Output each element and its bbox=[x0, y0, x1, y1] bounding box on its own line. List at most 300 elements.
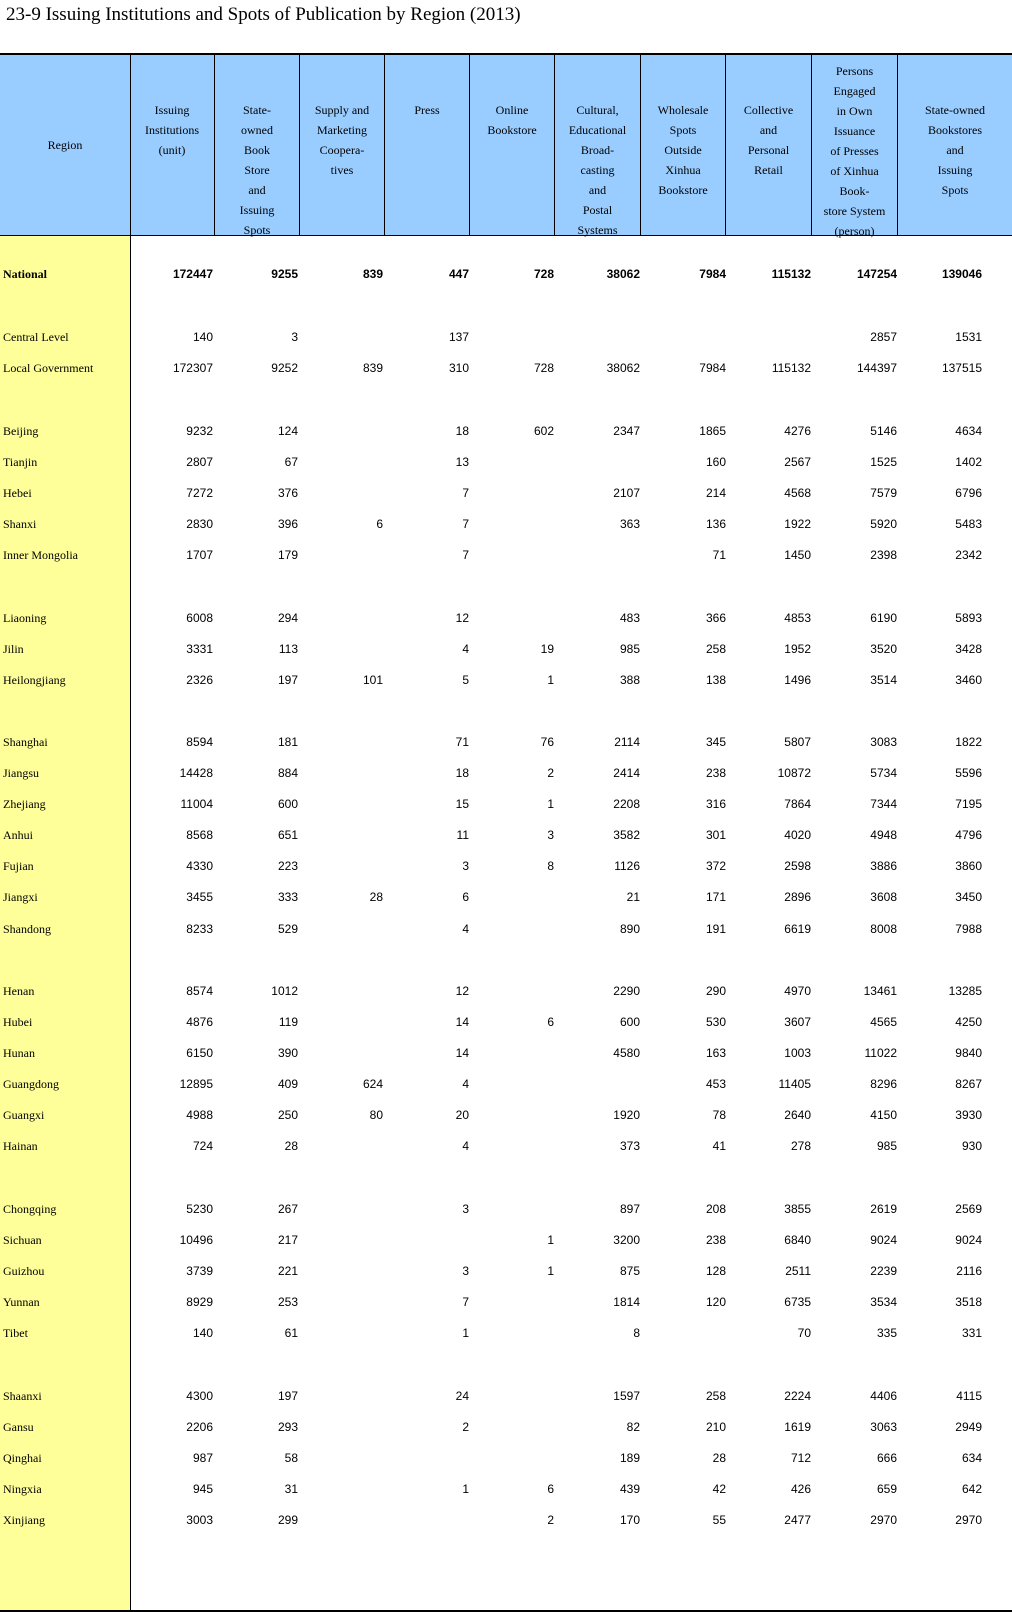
region-cell: Fujian bbox=[3, 859, 34, 873]
value-cell-collective: 278 bbox=[790, 1139, 811, 1153]
value-cell-persons: 13461 bbox=[863, 984, 897, 998]
value-cell-cultural: 439 bbox=[619, 1482, 640, 1496]
value-cell-state_bookstores: 2949 bbox=[955, 1420, 982, 1434]
value-cell-persons: 3608 bbox=[870, 890, 897, 904]
region-cell: Yunnan bbox=[3, 1295, 40, 1309]
column-header-wholesale: Wholesale Spots Outside Xinhua Bookstore bbox=[641, 55, 726, 235]
value-cell-persons: 3063 bbox=[870, 1420, 897, 1434]
value-cell-issuing: 2206 bbox=[186, 1420, 213, 1434]
value-cell-collective: 2477 bbox=[784, 1513, 811, 1527]
value-cell-persons: 144397 bbox=[856, 361, 897, 375]
region-cell: Henan bbox=[3, 984, 35, 998]
value-cell-wholesale: 138 bbox=[705, 673, 726, 687]
value-cell-wholesale: 28 bbox=[712, 1451, 726, 1465]
value-cell-issuing: 3003 bbox=[186, 1513, 213, 1527]
value-cell-state_bookstores: 6796 bbox=[955, 486, 982, 500]
value-cell-online: 1 bbox=[547, 797, 554, 811]
value-cell-collective: 4276 bbox=[784, 424, 811, 438]
region-cell: National bbox=[3, 267, 48, 281]
value-cell-state_bookstores: 3428 bbox=[955, 642, 982, 656]
value-cell-collective: 2640 bbox=[784, 1108, 811, 1122]
value-cell-persons: 8008 bbox=[870, 922, 897, 936]
value-cell-state_owned: 197 bbox=[277, 1389, 298, 1403]
value-cell-collective: 5807 bbox=[784, 735, 811, 749]
value-cell-persons: 147254 bbox=[856, 267, 897, 281]
region-cell: Gansu bbox=[3, 1420, 34, 1434]
value-cell-cultural: 1597 bbox=[613, 1389, 640, 1403]
value-cell-cultural: 2347 bbox=[613, 424, 640, 438]
column-header-issuing: Issuing Institutions (unit) bbox=[130, 55, 215, 235]
value-cell-issuing: 724 bbox=[192, 1139, 213, 1153]
region-cell: Jiangsu bbox=[3, 766, 39, 780]
value-cell-wholesale: 530 bbox=[705, 1015, 726, 1029]
table-row bbox=[0, 856, 1012, 876]
region-cell: Sichuan bbox=[3, 1233, 42, 1247]
value-cell-cultural: 388 bbox=[619, 673, 640, 687]
region-cell: Heilongjiang bbox=[3, 673, 66, 687]
column-header-online: Online Bookstore bbox=[470, 55, 555, 235]
column-header-press: Press bbox=[385, 55, 470, 235]
value-cell-state_bookstores: 9024 bbox=[955, 1233, 982, 1247]
value-cell-press: 7 bbox=[462, 1295, 469, 1309]
value-cell-wholesale: 7984 bbox=[699, 267, 726, 281]
column-header-collective: Collective and Personal Retail bbox=[726, 55, 812, 235]
value-cell-issuing: 3739 bbox=[186, 1264, 213, 1278]
value-cell-persons: 4406 bbox=[870, 1389, 897, 1403]
value-cell-collective: 1496 bbox=[784, 673, 811, 687]
value-cell-state_bookstores: 5483 bbox=[955, 517, 982, 531]
value-cell-issuing: 140 bbox=[192, 330, 213, 344]
value-cell-cultural: 21 bbox=[626, 890, 640, 904]
value-cell-online: 1 bbox=[547, 673, 554, 687]
value-cell-press: 6 bbox=[462, 890, 469, 904]
value-cell-wholesale: 7984 bbox=[699, 361, 726, 375]
value-cell-state_owned: 299 bbox=[277, 1513, 298, 1527]
value-cell-wholesale: 41 bbox=[712, 1139, 726, 1153]
value-cell-state_bookstores: 2342 bbox=[955, 548, 982, 562]
value-cell-issuing: 14428 bbox=[179, 766, 213, 780]
table-row bbox=[0, 763, 1012, 783]
value-cell-state_bookstores: 13285 bbox=[948, 984, 982, 998]
value-cell-online: 728 bbox=[533, 267, 554, 281]
value-cell-press: 12 bbox=[455, 611, 469, 625]
value-cell-online: 1 bbox=[547, 1264, 554, 1278]
table-row bbox=[0, 514, 1012, 534]
value-cell-issuing: 4988 bbox=[186, 1108, 213, 1122]
value-cell-state_bookstores: 3860 bbox=[955, 859, 982, 873]
value-cell-press: 7 bbox=[462, 486, 469, 500]
value-cell-collective: 4970 bbox=[784, 984, 811, 998]
value-cell-issuing: 3331 bbox=[186, 642, 213, 656]
value-cell-press: 137 bbox=[448, 330, 469, 344]
value-cell-persons: 1525 bbox=[870, 455, 897, 469]
value-cell-persons: 3520 bbox=[870, 642, 897, 656]
value-cell-persons: 3083 bbox=[870, 735, 897, 749]
region-cell: Anhui bbox=[3, 828, 33, 842]
value-cell-collective: 7864 bbox=[784, 797, 811, 811]
table-row bbox=[0, 327, 1012, 347]
value-cell-collective: 4568 bbox=[784, 486, 811, 500]
region-cell: Beijing bbox=[3, 424, 39, 438]
value-cell-collective: 2598 bbox=[784, 859, 811, 873]
value-cell-state_bookstores: 5893 bbox=[955, 611, 982, 625]
value-cell-persons: 2239 bbox=[870, 1264, 897, 1278]
table-row bbox=[0, 1012, 1012, 1032]
value-cell-wholesale: 258 bbox=[705, 642, 726, 656]
value-cell-cultural: 2107 bbox=[613, 486, 640, 500]
region-cell: Hainan bbox=[3, 1139, 38, 1153]
value-cell-collective: 1922 bbox=[784, 517, 811, 531]
value-cell-supply: 80 bbox=[369, 1108, 383, 1122]
value-cell-state_owned: 1012 bbox=[271, 984, 298, 998]
value-cell-persons: 659 bbox=[876, 1482, 897, 1496]
column-header-state_owned: State- owned Book Store and Issuing Spots bbox=[215, 55, 300, 235]
value-cell-persons: 9024 bbox=[870, 1233, 897, 1247]
region-cell: Guangxi bbox=[3, 1108, 45, 1122]
value-cell-wholesale: 78 bbox=[712, 1108, 726, 1122]
value-cell-cultural: 890 bbox=[619, 922, 640, 936]
value-cell-issuing: 4300 bbox=[186, 1389, 213, 1403]
value-cell-wholesale: 210 bbox=[705, 1420, 726, 1434]
value-cell-collective: 1952 bbox=[784, 642, 811, 656]
value-cell-persons: 11022 bbox=[864, 1046, 897, 1060]
value-cell-press: 18 bbox=[455, 766, 469, 780]
value-cell-issuing: 4330 bbox=[186, 859, 213, 873]
region-cell: Qinghai bbox=[3, 1451, 42, 1465]
table-row bbox=[0, 1105, 1012, 1125]
region-cell: Central Level bbox=[3, 330, 69, 344]
region-cell: Hebei bbox=[3, 486, 32, 500]
table-row bbox=[0, 452, 1012, 472]
data-table bbox=[0, 53, 1012, 1612]
value-cell-state_owned: 884 bbox=[277, 766, 298, 780]
value-cell-wholesale: 258 bbox=[705, 1389, 726, 1403]
value-cell-state_bookstores: 2970 bbox=[955, 1513, 982, 1527]
region-cell: Hunan bbox=[3, 1046, 35, 1060]
value-cell-issuing: 4876 bbox=[186, 1015, 213, 1029]
region-cell: Shaanxi bbox=[3, 1389, 42, 1403]
value-cell-issuing: 12895 bbox=[179, 1077, 213, 1091]
region-cell: Chongqing bbox=[3, 1202, 57, 1216]
value-cell-supply: 28 bbox=[369, 890, 383, 904]
region-cell: Liaoning bbox=[3, 611, 47, 625]
table-row bbox=[0, 825, 1012, 845]
value-cell-cultural: 600 bbox=[619, 1015, 640, 1029]
value-cell-state_owned: 9255 bbox=[271, 267, 298, 281]
column-header-persons: Persons Engaged in Own Issuance of Presses of Xinhua Book- store System (person) bbox=[812, 55, 898, 235]
region-cell: Shanghai bbox=[3, 735, 48, 749]
value-cell-collective: 2567 bbox=[784, 455, 811, 469]
table-row bbox=[0, 1230, 1012, 1250]
value-cell-collective: 115132 bbox=[771, 361, 811, 375]
value-cell-press: 3 bbox=[462, 1264, 469, 1278]
value-cell-state_bookstores: 3930 bbox=[955, 1108, 982, 1122]
value-cell-state_owned: 376 bbox=[277, 486, 298, 500]
value-cell-online: 8 bbox=[547, 859, 554, 873]
value-cell-persons: 7344 bbox=[870, 797, 897, 811]
value-cell-wholesale: 128 bbox=[705, 1264, 726, 1278]
value-cell-persons: 3534 bbox=[870, 1295, 897, 1309]
value-cell-issuing: 2807 bbox=[186, 455, 213, 469]
value-cell-state_bookstores: 139046 bbox=[941, 267, 982, 281]
value-cell-persons: 6190 bbox=[870, 611, 897, 625]
value-cell-collective: 1003 bbox=[784, 1046, 811, 1060]
value-cell-cultural: 170 bbox=[619, 1513, 640, 1527]
value-cell-issuing: 140 bbox=[192, 1326, 213, 1340]
table-row bbox=[0, 1074, 1012, 1094]
value-cell-state_owned: 3 bbox=[291, 330, 298, 344]
value-cell-cultural: 373 bbox=[619, 1139, 640, 1153]
value-cell-cultural: 363 bbox=[619, 517, 640, 531]
value-cell-state_bookstores: 642 bbox=[961, 1482, 982, 1496]
value-cell-issuing: 1707 bbox=[186, 548, 213, 562]
value-cell-wholesale: 120 bbox=[705, 1295, 726, 1309]
value-cell-collective: 3855 bbox=[784, 1202, 811, 1216]
value-cell-wholesale: 366 bbox=[705, 611, 726, 625]
column-header-cultural: Cultural, Educational Broad- casting and Postal Systems bbox=[555, 55, 641, 235]
value-cell-issuing: 8594 bbox=[186, 735, 213, 749]
value-cell-issuing: 5230 bbox=[186, 1202, 213, 1216]
value-cell-persons: 666 bbox=[876, 1451, 897, 1465]
table-row bbox=[0, 421, 1012, 441]
value-cell-press: 4 bbox=[462, 1139, 469, 1153]
value-cell-press: 18 bbox=[455, 424, 469, 438]
value-cell-persons: 3886 bbox=[870, 859, 897, 873]
value-cell-issuing: 11004 bbox=[180, 797, 213, 811]
value-cell-state_owned: 651 bbox=[277, 828, 298, 842]
value-cell-cultural: 1920 bbox=[613, 1108, 640, 1122]
value-cell-state_owned: 113 bbox=[278, 642, 298, 656]
value-cell-state_owned: 333 bbox=[277, 890, 298, 904]
value-cell-state_owned: 253 bbox=[277, 1295, 298, 1309]
value-cell-press: 7 bbox=[462, 517, 469, 531]
value-cell-supply: 624 bbox=[362, 1077, 383, 1091]
value-cell-collective: 6840 bbox=[784, 1233, 811, 1247]
value-cell-issuing: 172447 bbox=[172, 267, 213, 281]
region-cell: Hubei bbox=[3, 1015, 33, 1029]
region-cell: Local Government bbox=[3, 361, 94, 375]
value-cell-collective: 712 bbox=[790, 1451, 811, 1465]
value-cell-issuing: 8233 bbox=[186, 922, 213, 936]
value-cell-state_owned: 197 bbox=[277, 673, 298, 687]
value-cell-cultural: 8 bbox=[633, 1326, 640, 1340]
value-cell-persons: 4565 bbox=[870, 1015, 897, 1029]
table-row bbox=[0, 1292, 1012, 1312]
value-cell-state_owned: 529 bbox=[277, 922, 298, 936]
value-cell-wholesale: 55 bbox=[712, 1513, 726, 1527]
value-cell-state_bookstores: 331 bbox=[961, 1326, 982, 1340]
value-cell-online: 76 bbox=[540, 735, 554, 749]
value-cell-wholesale: 316 bbox=[705, 797, 726, 811]
value-cell-press: 1 bbox=[462, 1482, 469, 1496]
value-cell-cultural: 38062 bbox=[606, 361, 640, 375]
value-cell-press: 4 bbox=[462, 1077, 469, 1091]
value-cell-wholesale: 71 bbox=[712, 548, 726, 562]
value-cell-press: 24 bbox=[455, 1389, 469, 1403]
value-cell-state_owned: 179 bbox=[277, 548, 298, 562]
value-cell-wholesale: 453 bbox=[705, 1077, 726, 1091]
value-cell-state_owned: 600 bbox=[277, 797, 298, 811]
value-cell-state_owned: 119 bbox=[278, 1015, 298, 1029]
value-cell-issuing: 3455 bbox=[186, 890, 213, 904]
value-cell-cultural: 4580 bbox=[613, 1046, 640, 1060]
value-cell-wholesale: 238 bbox=[705, 1233, 726, 1247]
value-cell-press: 15 bbox=[455, 797, 469, 811]
value-cell-wholesale: 191 bbox=[705, 922, 726, 936]
value-cell-state_bookstores: 3450 bbox=[955, 890, 982, 904]
value-cell-state_owned: 9252 bbox=[271, 361, 298, 375]
value-cell-persons: 335 bbox=[876, 1326, 897, 1340]
value-cell-state_bookstores: 930 bbox=[961, 1139, 982, 1153]
region-cell: Zhejiang bbox=[3, 797, 46, 811]
value-cell-issuing: 8568 bbox=[186, 828, 213, 842]
value-cell-collective: 6619 bbox=[784, 922, 811, 936]
value-cell-cultural: 2208 bbox=[613, 797, 640, 811]
value-cell-press: 5 bbox=[462, 673, 469, 687]
value-cell-state_owned: 221 bbox=[277, 1264, 298, 1278]
value-cell-state_owned: 31 bbox=[284, 1482, 298, 1496]
value-cell-issuing: 7272 bbox=[186, 486, 213, 500]
value-cell-cultural: 3582 bbox=[613, 828, 640, 842]
value-cell-state_bookstores: 4634 bbox=[955, 424, 982, 438]
value-cell-online: 6 bbox=[547, 1015, 554, 1029]
table-row bbox=[0, 1199, 1012, 1219]
value-cell-press: 14 bbox=[455, 1015, 469, 1029]
value-cell-issuing: 6008 bbox=[186, 611, 213, 625]
value-cell-supply: 101 bbox=[362, 673, 383, 687]
value-cell-persons: 8296 bbox=[870, 1077, 897, 1091]
value-cell-collective: 4853 bbox=[784, 611, 811, 625]
value-cell-wholesale: 301 bbox=[705, 828, 726, 842]
table-row bbox=[0, 358, 1012, 378]
region-cell: Guizhou bbox=[3, 1264, 45, 1278]
value-cell-state_owned: 217 bbox=[277, 1233, 298, 1247]
value-cell-state_bookstores: 8267 bbox=[955, 1077, 982, 1091]
value-cell-state_bookstores: 634 bbox=[961, 1451, 982, 1465]
table-row bbox=[0, 1479, 1012, 1499]
value-cell-wholesale: 238 bbox=[705, 766, 726, 780]
value-cell-collective: 3607 bbox=[784, 1015, 811, 1029]
region-header: Region bbox=[47, 137, 83, 152]
table-row bbox=[0, 732, 1012, 752]
value-cell-state_owned: 124 bbox=[277, 424, 298, 438]
value-cell-issuing: 9232 bbox=[186, 424, 213, 438]
value-cell-supply: 839 bbox=[362, 267, 383, 281]
value-cell-collective: 2896 bbox=[784, 890, 811, 904]
value-cell-persons: 2970 bbox=[870, 1513, 897, 1527]
value-cell-online: 6 bbox=[547, 1482, 554, 1496]
value-cell-state_owned: 294 bbox=[277, 611, 298, 625]
value-cell-collective: 70 bbox=[797, 1326, 811, 1340]
table-row bbox=[0, 887, 1012, 907]
value-cell-state_owned: 61 bbox=[284, 1326, 298, 1340]
value-cell-wholesale: 214 bbox=[705, 486, 726, 500]
value-cell-issuing: 10496 bbox=[179, 1233, 213, 1247]
value-cell-persons: 4948 bbox=[870, 828, 897, 842]
value-cell-cultural: 483 bbox=[619, 611, 640, 625]
page-title: 23-9 Issuing Institutions and Spots of Publication by Region (2013) bbox=[6, 4, 521, 25]
value-cell-online: 19 bbox=[540, 642, 554, 656]
table-row bbox=[0, 483, 1012, 503]
value-cell-state_owned: 58 bbox=[284, 1451, 298, 1465]
value-cell-wholesale: 136 bbox=[705, 517, 726, 531]
value-cell-state_bookstores: 4250 bbox=[955, 1015, 982, 1029]
value-cell-state_owned: 250 bbox=[277, 1108, 298, 1122]
column-header-supply: Supply and Marketing Coopera- tives bbox=[300, 55, 385, 235]
value-cell-cultural: 1126 bbox=[614, 859, 640, 873]
column-header-state_bookstores: State-owned Bookstores and Issuing Spots bbox=[925, 103, 985, 197]
value-cell-state_bookstores: 3460 bbox=[955, 673, 982, 687]
region-cell: Xinjiang bbox=[3, 1513, 45, 1527]
value-cell-press: 14 bbox=[455, 1046, 469, 1060]
value-cell-wholesale: 208 bbox=[705, 1202, 726, 1216]
region-cell: Tianjin bbox=[3, 455, 38, 469]
value-cell-wholesale: 42 bbox=[712, 1482, 726, 1496]
value-cell-press: 71 bbox=[455, 735, 469, 749]
table-row bbox=[0, 1417, 1012, 1437]
value-cell-cultural: 897 bbox=[619, 1202, 640, 1216]
value-cell-press: 3 bbox=[462, 1202, 469, 1216]
value-cell-supply: 839 bbox=[362, 361, 383, 375]
value-cell-collective: 2224 bbox=[784, 1389, 811, 1403]
value-cell-wholesale: 345 bbox=[705, 735, 726, 749]
value-cell-state_owned: 67 bbox=[284, 455, 298, 469]
table-row bbox=[0, 919, 1012, 939]
value-cell-state_bookstores: 7195 bbox=[955, 797, 982, 811]
value-cell-state_bookstores: 1531 bbox=[955, 330, 982, 344]
value-cell-issuing: 945 bbox=[192, 1482, 213, 1496]
region-cell: Shanxi bbox=[3, 517, 37, 531]
table-row bbox=[0, 670, 1012, 690]
value-cell-state_owned: 181 bbox=[277, 735, 298, 749]
value-cell-collective: 426 bbox=[790, 1482, 811, 1496]
value-cell-wholesale: 1865 bbox=[699, 424, 726, 438]
value-cell-issuing: 8574 bbox=[186, 984, 213, 998]
value-cell-wholesale: 171 bbox=[705, 890, 726, 904]
value-cell-wholesale: 372 bbox=[705, 859, 726, 873]
value-cell-cultural: 189 bbox=[619, 1451, 640, 1465]
value-cell-cultural: 2414 bbox=[613, 766, 640, 780]
value-cell-press: 12 bbox=[455, 984, 469, 998]
table-row bbox=[0, 794, 1012, 814]
value-cell-persons: 7579 bbox=[870, 486, 897, 500]
value-cell-wholesale: 290 bbox=[705, 984, 726, 998]
value-cell-press: 4 bbox=[462, 642, 469, 656]
table-row bbox=[0, 545, 1012, 565]
value-cell-press: 310 bbox=[448, 361, 469, 375]
value-cell-collective: 1619 bbox=[784, 1420, 811, 1434]
table-row bbox=[0, 1323, 1012, 1343]
region-cell: Shandong bbox=[3, 922, 51, 936]
value-cell-persons: 4150 bbox=[870, 1108, 897, 1122]
value-cell-persons: 2398 bbox=[870, 548, 897, 562]
table-row bbox=[0, 608, 1012, 628]
value-cell-state_owned: 396 bbox=[277, 517, 298, 531]
value-cell-collective: 1450 bbox=[784, 548, 811, 562]
value-cell-state_bookstores: 3518 bbox=[955, 1295, 982, 1309]
table-row bbox=[0, 639, 1012, 659]
table-row bbox=[0, 1448, 1012, 1468]
value-cell-state_bookstores: 137515 bbox=[941, 361, 982, 375]
value-cell-online: 1 bbox=[547, 1233, 554, 1247]
region-cell: Jiangxi bbox=[3, 890, 38, 904]
value-cell-online: 3 bbox=[547, 828, 554, 842]
value-cell-collective: 4020 bbox=[784, 828, 811, 842]
value-cell-press: 11 bbox=[456, 828, 469, 842]
table-row bbox=[0, 1043, 1012, 1063]
value-cell-issuing: 987 bbox=[192, 1451, 213, 1465]
value-cell-collective: 11405 bbox=[778, 1077, 811, 1091]
